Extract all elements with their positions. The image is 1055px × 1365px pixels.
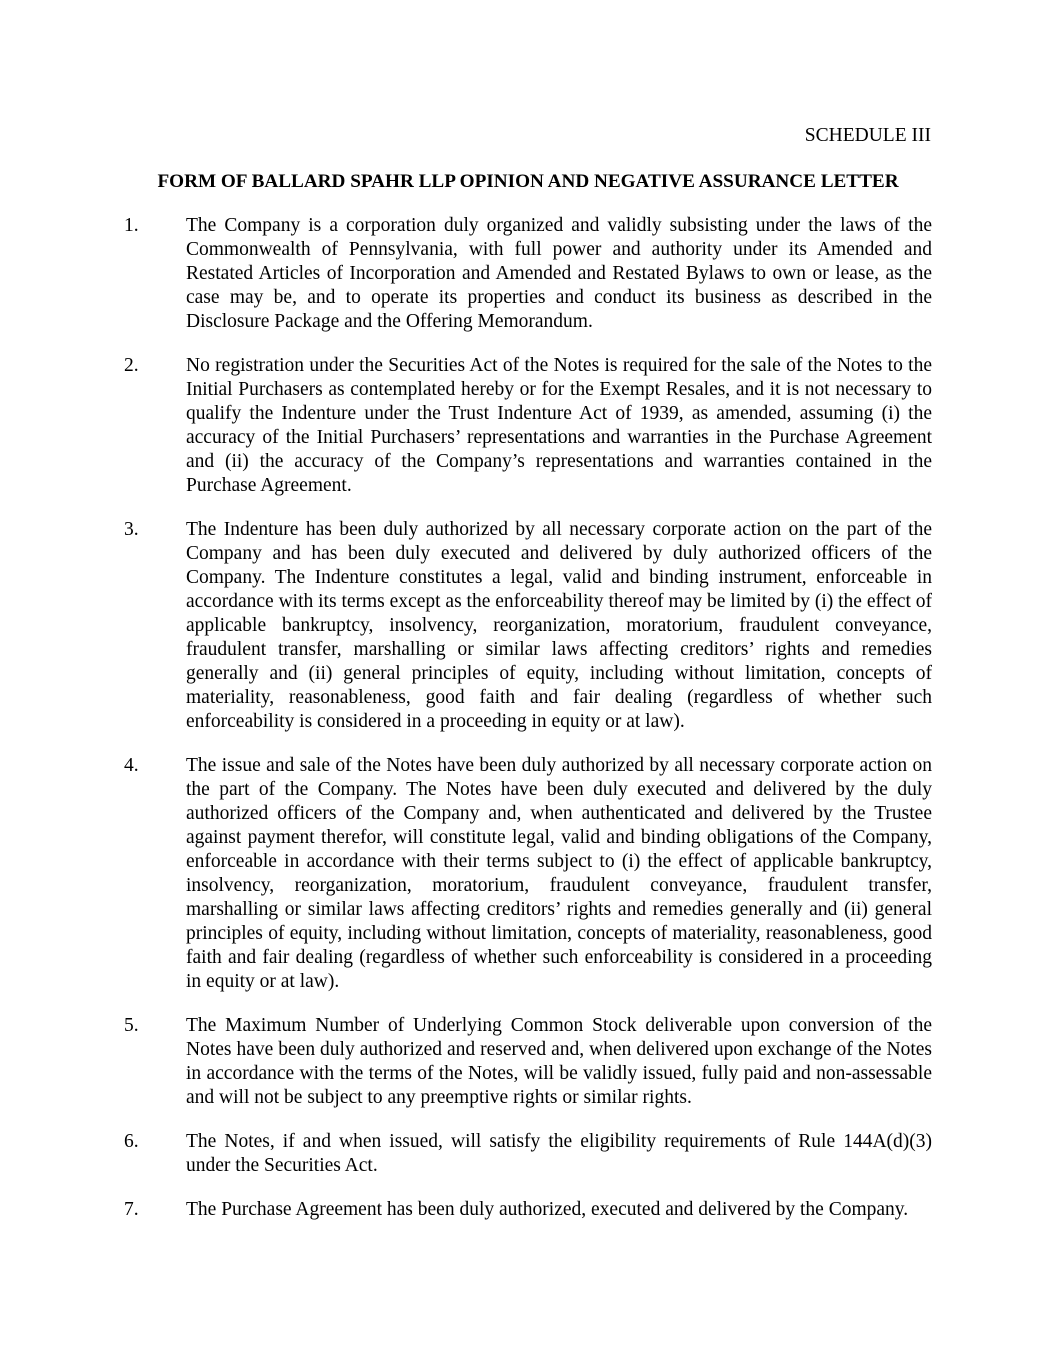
list-item [124,1014,932,1110]
item-number: 6. [124,1131,139,1152]
item-number: 2. [124,355,139,376]
item-number: 7. [124,1199,139,1220]
list-item [124,1130,932,1178]
item-text: The Indenture has been duly authorized by all necessary corporate action on the part of the Company and has been duly executed and delivered by duly authorized officers of the Company. The Indenture constitutes a legal, valid and binding instrument, enforceable in accordance with its terms except as the enforceability thereof may be limited by (i) the effect of applicable bankruptcy, insolvency, reorganization, moratorium, fraudulent conveyance, fraudulent transfer, marshalling or similar laws affecting creditors’ rights and remedies generally and (ii) general principles of equity, including without limitation, concepts of materiality, reasonableness, good faith and fair dealing (regardless of whether such enforceability is considered in a proceeding in equity or at law). [186,519,932,732]
list-item [124,1198,932,1222]
item-number: 1. [124,215,139,236]
list-item [124,354,932,498]
item-number: 4. [124,755,139,776]
item-number: 5. [124,1015,139,1036]
document-title: FORM OF BALLARD SPAHR LLP OPINION AND NEGATIVE ASSURANCE LETTER [157,171,899,192]
item-text: The Maximum Number of Underlying Common Stock deliverable upon conversion of the Notes have been duly authorized and reserved and, when delivered upon exchange of the Notes in accordance with the terms of the Notes, will be validly issued, fully paid and non-assessable and will not be subject to any preemptive rights or similar rights. [186,1015,932,1108]
schedule-label: SCHEDULE III [804,125,931,146]
item-text: The Purchase Agreement has been duly authorized, executed and delivered by the Company. [186,1199,909,1220]
item-number: 3. [124,519,139,540]
list-item [124,518,932,734]
item-text: The Company is a corporation duly organized and validly subsisting under the laws of the Commonwealth of Pennsylvania, with full power and authority under its Amended and Restated Articles of Incorporation and Amended and Restated Bylaws to own or lease, as the case may be, and to operate its properties and conduct its business as described in the Disclosure Package and the Offering Memorandum. [186,215,932,332]
item-text: The Notes, if and when issued, will satisfy the eligibility requirements of Rule 144A(d)(3) under the Securities Act. [186,1131,932,1176]
item-text: No registration under the Securities Act of the Notes is required for the sale of the Notes to the Initial Purchasers as contemplated hereby or for the Exempt Resales, and it is not necessary to qualify the Indenture under the Trust Indenture Act of 1939, as amended, assuming (i) the accuracy of the Initial Purchasers’ representations and warranties in the Purchase Agreement and (ii) the accuracy of the Company’s representations and warranties contained in the Purchase Agreement. [186,355,932,496]
item-text: The issue and sale of the Notes have been duly authorized by all necessary corporate action on the part of the Company. The Notes have been duly executed and delivered by the duly authorized officers of the Company and, when authenticated and delivered by the Trustee against payment therefor, will constitute legal, valid and binding obligations of the Company, enforceable in accordance with their terms subject to (i) the effect of applicable bankruptcy, insolvency, reorganization, moratorium, fraudulent conveyance, fraudulent transfer, marshalling or similar laws affecting creditors’ rights and remedies generally and (ii) general principles of equity, including without limitation, concepts of materiality, reasonableness, good faith and fair dealing (regardless of whether such enforceability is considered in a proceeding in equity or at law). [186,755,932,992]
numbered-list [124,214,932,1242]
list-item [124,214,932,334]
list-item [124,754,932,994]
